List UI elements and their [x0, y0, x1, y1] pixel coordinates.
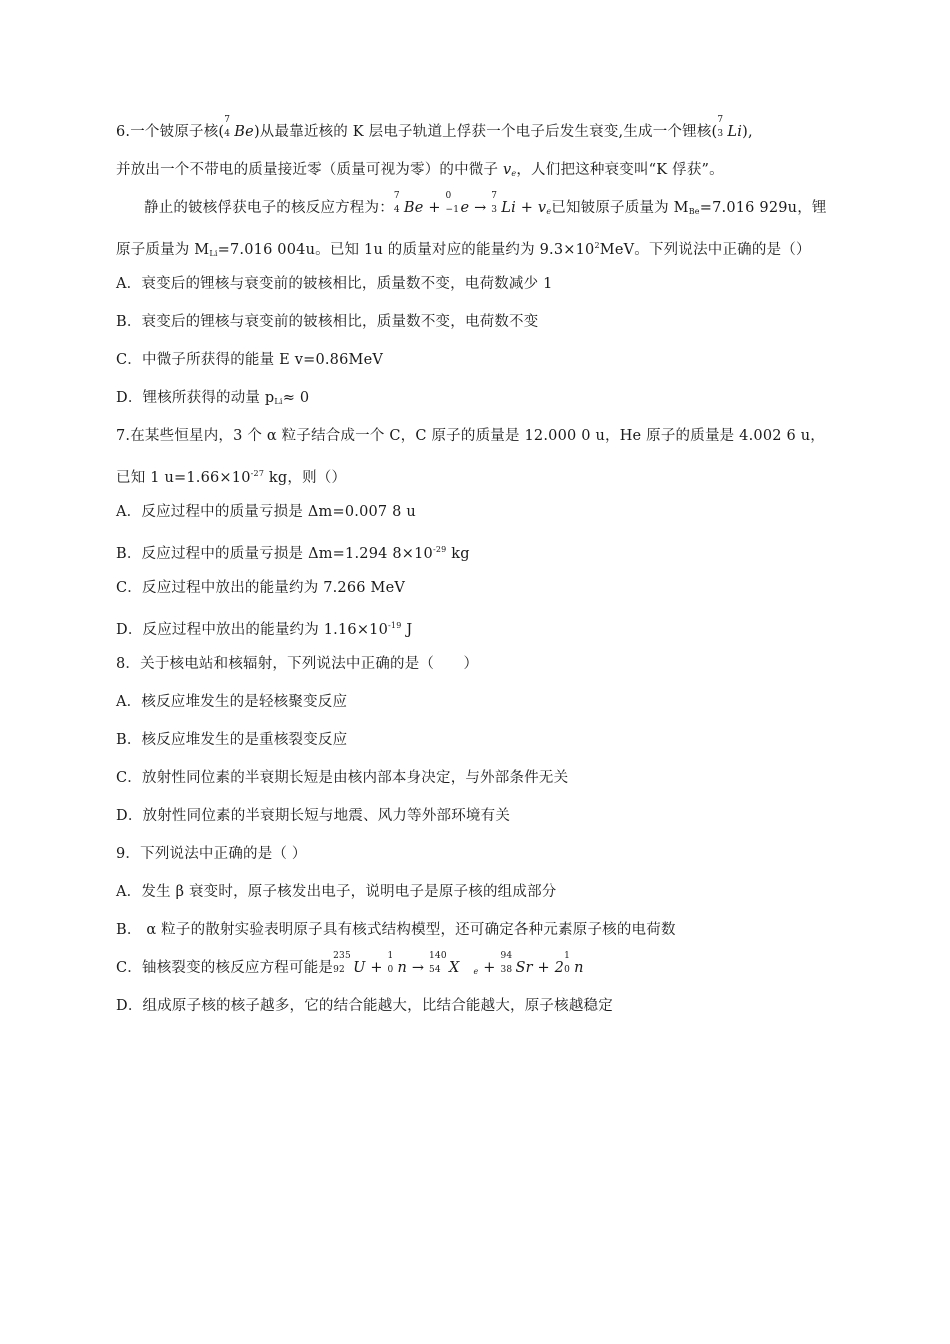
atomic-number: 38 [500, 965, 513, 975]
element-symbol: X [449, 960, 460, 976]
li-nuclide [717, 115, 743, 142]
plus-sign: + [423, 200, 446, 216]
charge-number: −1 [445, 205, 460, 215]
q8-option-a: A．核反应堆发生的是轻核聚变反应 [116, 694, 348, 710]
plus-sign: + [365, 960, 388, 976]
option-text: ≈ 0 [282, 390, 310, 406]
mass-number: 94 [500, 951, 513, 961]
q7-line-1: 7.在某些恒星内，3 个 α 粒子结合成一个 C，C 原子的质量是 12.000 0 u，He 原子的质量是 4.002 6 u， [116, 428, 825, 444]
q9-option-c [116, 951, 584, 982]
mass-number: 235 [333, 951, 351, 961]
q6-text: 并放出一个不带电的质量接近零（质量可视为零）的中微子 [116, 162, 504, 178]
neutrino-symbol: v [537, 200, 547, 216]
atomic-number: 92 [333, 965, 345, 975]
q6-text: MeV。下列说法中正确的是（） [599, 242, 811, 258]
mass-number: 7 [224, 115, 231, 125]
exponent: 2 [594, 241, 600, 250]
mass-number: 7 [393, 191, 400, 201]
eq-be-nuclide [393, 191, 424, 218]
q6-text: =7.016 004u。已知 1u 的质量对应的能量约为 9.3×10 [217, 242, 595, 258]
atomic-number: 0 [387, 965, 394, 975]
reaction-arrow: → [407, 960, 429, 976]
q8-option-d: D．放射性同位素的半衰期长短与地震、风力等外部环境有关 [116, 808, 511, 824]
q6-text: )从最靠近核的 K 层电子轨道上俘获一个电子后发生衰变,生成一个锂核( [253, 124, 718, 140]
mass-subscript: Li [209, 249, 218, 258]
mass-number: 140 [429, 951, 447, 961]
neutron-2 [564, 951, 584, 978]
option-text: J [401, 622, 413, 638]
element-symbol: Be [403, 200, 424, 216]
be-nuclide [224, 115, 254, 142]
option-text: C．铀核裂变的核反应方程可能是 [116, 960, 334, 976]
atomic-number: 4 [393, 205, 400, 215]
q7-option-b [116, 540, 470, 564]
sr-nuclide [500, 951, 533, 978]
q9-option-a: A．发生 β 衰变时，原子核发出电子，说明电子是原子核的组成部分 [116, 884, 557, 900]
q6-line-3 [144, 191, 827, 222]
atomic-number: 54 [429, 965, 441, 975]
element-symbol: Li [501, 200, 516, 216]
atomic-number: 3 [717, 129, 724, 139]
q7-text: kg，则（） [264, 470, 347, 486]
q6-line-1 [116, 115, 753, 142]
plus-sign: + [515, 200, 538, 216]
q6-text: ，人们把这种衰变叫“K 俘获”。 [516, 162, 724, 178]
q6-line-4 [116, 236, 811, 264]
atomic-number: 0 [564, 965, 571, 975]
mass-number: 1 [564, 951, 571, 961]
q7-line-2 [116, 464, 346, 488]
option-text: D．反应过程中放出的能量约为 1.16×10 [116, 622, 389, 638]
plus-sign: + 2 [532, 960, 565, 976]
atomic-number: 3 [491, 205, 498, 215]
q6-option-b: B．衰变后的锂核与衰变前的铍核相比，质量数不变，电荷数不变 [116, 314, 539, 330]
option-text: kg [446, 546, 470, 562]
exponent: -19 [388, 621, 402, 630]
q6-text: 已知铍原子质量为 M [551, 200, 689, 216]
q7-text: 已知 1 u=1.66×10 [116, 470, 251, 486]
q8-stem: 8．关于核电站和核辐射，下列说法中正确的是（ ） [116, 656, 479, 672]
q9-option-d: D．组成原子核的核子越多，它的结合能越大，比结合能越大，原子核越稳定 [116, 998, 613, 1014]
q6-text: 6.一个铍原子核( [116, 124, 225, 140]
q6-text: 原子质量为 M [116, 242, 210, 258]
mass-number: 7 [491, 191, 498, 201]
atomic-number: 4 [224, 129, 231, 139]
exponent: -27 [250, 469, 265, 478]
element-symbol: e [460, 200, 470, 216]
stray-subscript: e [473, 967, 479, 976]
option-text: B．反应过程中的质量亏损是 Δm=1.294 8×10 [116, 546, 433, 562]
q8-option-b: B．核反应堆发生的是重核裂变反应 [116, 732, 348, 748]
element-symbol: Li [727, 124, 743, 140]
q6-option-d [116, 388, 309, 412]
q9-option-b: B． α 粒子的散射实验表明原子具有核式结构模型，还可确定各种元素原子核的电荷数 [116, 922, 676, 938]
q6-text: 静止的铍核俘获电子的核反应方程为： [144, 200, 394, 216]
q9-stem: 9．下列说法中正确的是（ ） [116, 846, 307, 862]
option-text: D．锂核所获得的动量 p [116, 390, 275, 406]
q6-line-2 [116, 160, 724, 184]
q6-text: =7.016 929u，锂 [699, 200, 827, 216]
momentum-subscript: Li [274, 397, 283, 406]
mass-number: 7 [717, 115, 724, 125]
x-nuclide [429, 951, 460, 978]
reaction-arrow: → [469, 200, 492, 216]
neutron-1 [387, 951, 408, 978]
neutrino-symbol: v [503, 162, 512, 178]
mass-subscript: Be [688, 207, 700, 216]
element-symbol: n [574, 960, 584, 976]
plus-sign: + [478, 960, 501, 976]
neutrino-subscript: e [511, 169, 517, 178]
element-symbol: Sr [515, 960, 533, 976]
q6-option-a: A．衰变后的锂核与衰变前的铍核相比，质量数不变，电荷数减少 1 [116, 276, 553, 292]
exponent: -29 [432, 545, 447, 554]
q8-option-c: C．放射性同位素的半衰期长短是由核内部本身决定，与外部条件无关 [116, 770, 569, 786]
eq-electron [445, 191, 470, 218]
eq-li-nuclide [491, 191, 516, 218]
element-symbol: n [397, 960, 408, 976]
q6-text: ), [742, 124, 753, 140]
q7-option-d [116, 616, 412, 640]
q7-option-c: C．反应过程中放出的能量约为 7.266 MeV [116, 580, 406, 596]
q7-option-a: A．反应过程中的质量亏损是 Δm=0.007 8 u [116, 504, 416, 520]
mass-number: 0 [445, 191, 452, 201]
mass-number: 1 [387, 951, 394, 961]
u-nuclide [333, 951, 366, 978]
element-symbol: Be [234, 124, 254, 140]
q6-option-c: C．中微子所获得的能量 E v=0.86MeV [116, 352, 384, 368]
neutrino-subscript: e [546, 207, 552, 216]
element-symbol: U [353, 960, 366, 976]
